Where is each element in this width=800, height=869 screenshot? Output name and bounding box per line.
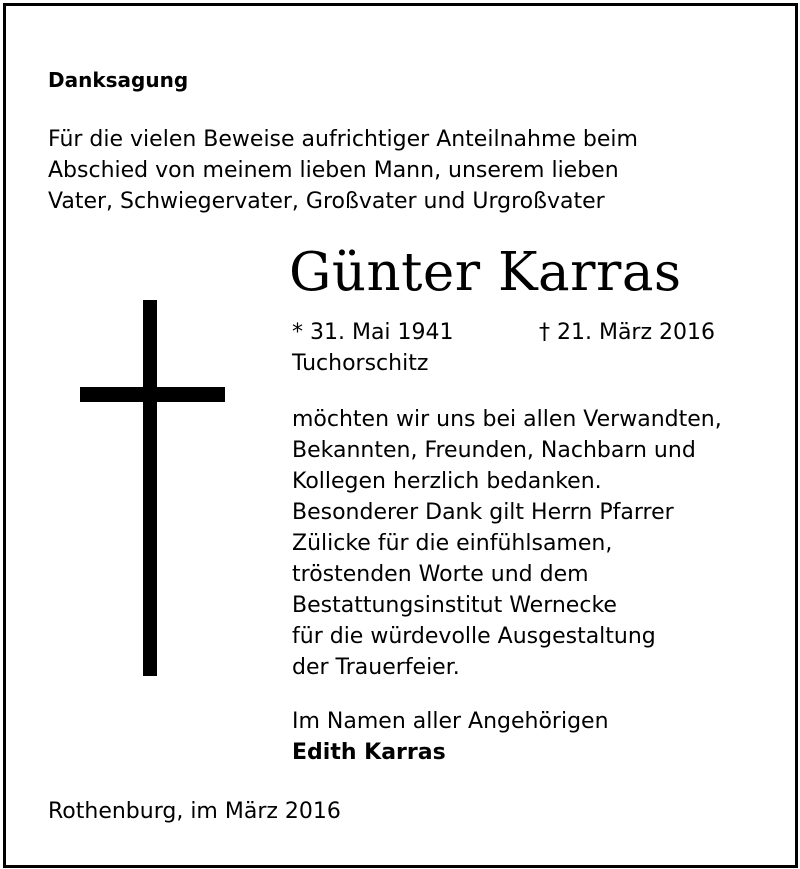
thanks-line: Besonderer Dank gilt Herrn Pfarrer [292,500,674,525]
closing-line: Im Namen aller Angehörigen [292,709,609,734]
thanks-line: möchten wir uns bei allen Verwandten, [292,407,722,432]
thanks-line: Bekannten, Freunden, Nachbarn und [292,438,696,463]
intro-line: Für die vielen Beweise aufrichtiger Anteilnahme beim [48,127,638,152]
thanks-text [292,404,722,683]
birth-date: * 31. Mai 1941 [292,320,454,345]
intro-text [48,124,768,217]
deceased-name: Günter Karras [289,242,682,303]
thanks-line: für die würdevolle Ausgestaltung [292,624,656,649]
thanks-line: Bestattungsinstitut Wernecke [292,593,617,618]
notice-frame [3,3,798,868]
thanks-line: Zülicke für die einfühlsamen, [292,531,613,556]
thanks-line: tröstenden Worte und dem [292,562,589,587]
thanks-line: der Trauerfeier. [292,655,460,680]
intro-line: Vater, Schwiegervater, Großvater und Urgroßvater [48,189,605,214]
latin-cross-icon [80,300,225,676]
birthplace: Tuchorschitz [292,351,429,376]
death-date: † 21. März 2016 [539,320,716,345]
intro-line: Abschied von meinem lieben Mann, unserem lieben [48,158,619,183]
notice-heading: Danksagung [48,68,189,92]
thanks-line: Kollegen herzlich bedanken. [292,469,602,494]
place-date: Rothenburg, im März 2016 [48,799,341,824]
signer-name: Edith Karras [292,740,446,765]
